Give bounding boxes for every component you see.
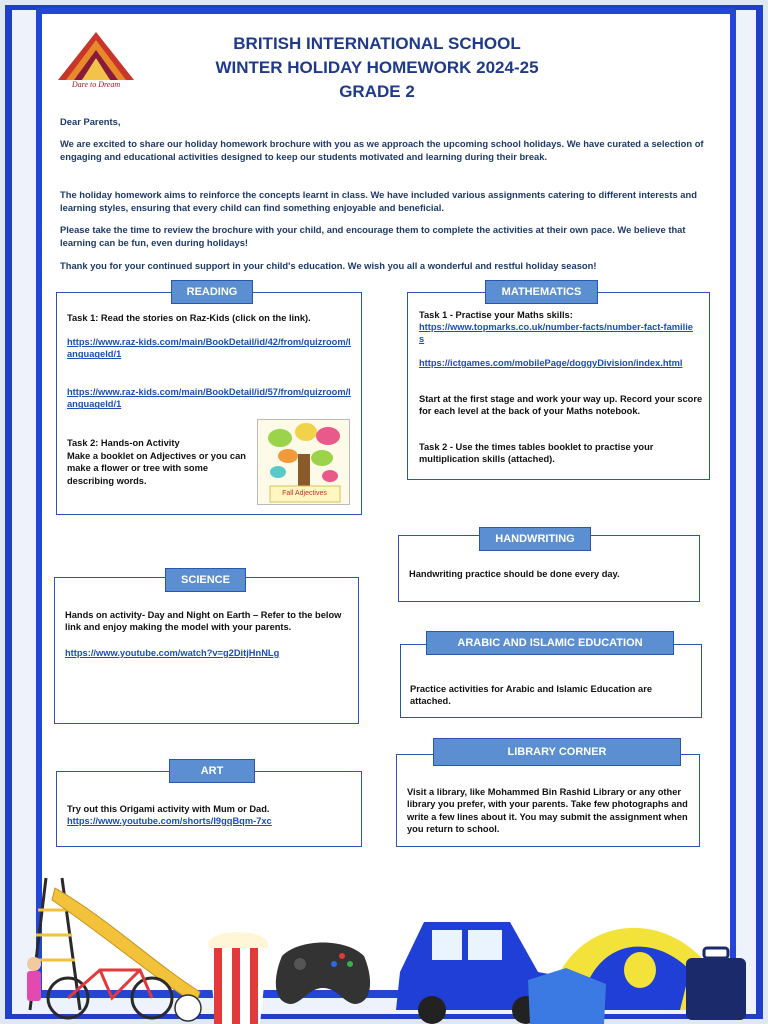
library-corner-label: LIBRARY CORNER xyxy=(433,738,681,766)
child-figure-icon xyxy=(27,957,41,1001)
reading-task-2-title: Task 2: Hands-on Activity xyxy=(67,438,180,448)
logo-motto: Dare to Dream xyxy=(71,80,121,89)
library-text: Visit a library, like Mohammed Bin Rashid Library or any other library you prefer, with your parents. Take few photographs and write a few lines about it. You may submit the assignment when you return to school. xyxy=(407,787,688,835)
popcorn-icon xyxy=(208,932,268,1024)
letter-paragraph-1: We are excited to share our holiday homework brochure with you as we approach the upcoming school holidays. We have curated a selection of engaging and educational activities designed to keep our students motivated and learning during their break. xyxy=(60,138,704,162)
raz-kids-link-2[interactable]: https://www.raz-kids.com/main/BookDetail/id/57/from/quizroom/languageId/1 xyxy=(67,387,351,410)
raz-kids-link-1[interactable]: https://www.raz-kids.com/main/BookDetail/id/42/from/quizroom/languageId/1 xyxy=(67,337,351,360)
letter-paragraph-3: Please take the time to review the brochure with your child, and encourage them to complete the activities at their own pace. We believe that learning can be fun, even during holidays! xyxy=(60,224,686,248)
reading-task-1: Task 1: Read the stories on Raz-Kids (click on the link). xyxy=(67,313,311,323)
homework-title: WINTER HOLIDAY HOMEWORK 2024-25 xyxy=(215,58,539,77)
reading-label: READING xyxy=(171,280,253,304)
science-text: Hands on activity- Day and Night on Earth – Refer to the below link and enjoy making the model with your parents. xyxy=(65,610,342,633)
soccer-ball-icon xyxy=(175,995,201,1021)
maths-task-2: Task 2 - Use the times tables booklet to practise your multiplication skills (attached). xyxy=(419,442,654,465)
handwriting-text: Handwriting practice should be done every day. xyxy=(409,569,620,579)
toys-decoration xyxy=(0,860,768,1024)
school-name: BRITISH INTERNATIONAL SCHOOL xyxy=(233,34,521,53)
maths-instructions: Start at the first stage and work your way up. Record your score for each level at the back of your Maths notebook. xyxy=(419,394,703,417)
letter-paragraph-2: The holiday homework aims to reinforce the concepts learnt in class. We have included various assignments catering to different interests and learning styles, ensuring that every child can find something enjoyable and beneficial. xyxy=(60,189,697,213)
arabic-islamic-label: ARABIC AND ISLAMIC EDUCATION xyxy=(426,631,674,655)
playground-slide-icon xyxy=(30,878,200,1010)
science-label: SCIENCE xyxy=(165,568,246,592)
art-text: Try out this Origami activity with Mum or Dad. xyxy=(67,804,270,814)
bicycle-icon xyxy=(48,970,172,1018)
handwriting-label: HANDWRITING xyxy=(479,527,591,551)
origami-video-link[interactable]: https://www.youtube.com/shorts/I9gqBqm-7xc xyxy=(67,816,272,826)
topmarks-link[interactable]: https://www.topmarks.co.uk/number-facts/number-fact-families xyxy=(419,322,693,345)
letter-paragraph-4: Thank you for your continued support in your child's education. We wish you all a wonderful and restful holiday season! xyxy=(60,260,597,271)
maths-task-1: Task 1 - Practise your Maths skills: xyxy=(419,310,573,320)
suitcase-icon xyxy=(686,948,746,1020)
arabic-islamic-text: Practice activities for Arabic and Islamic Education are attached. xyxy=(410,684,652,707)
game-controller-icon xyxy=(276,943,370,1005)
letter-greeting: Dear Parents, xyxy=(60,116,121,127)
science-video-link[interactable]: https://www.youtube.com/watch?v=g2DitjHnNLg xyxy=(65,648,280,658)
reading-task-2-text: Make a booklet on Adjectives or you can make a flower or tree with some describing words. xyxy=(67,451,246,486)
adjectives-tree-image xyxy=(257,419,350,505)
grade-title: GRADE 2 xyxy=(339,82,415,101)
art-label: ART xyxy=(169,759,255,783)
mathematics-label: MATHEMATICS xyxy=(485,280,598,304)
thumb-caption: Fall Adjectives xyxy=(282,490,327,497)
ictgames-link[interactable]: https://ictgames.com/mobilePage/doggyDivision/index.html xyxy=(419,358,683,368)
school-logo xyxy=(50,26,142,96)
arch-logo-icon xyxy=(50,26,142,82)
